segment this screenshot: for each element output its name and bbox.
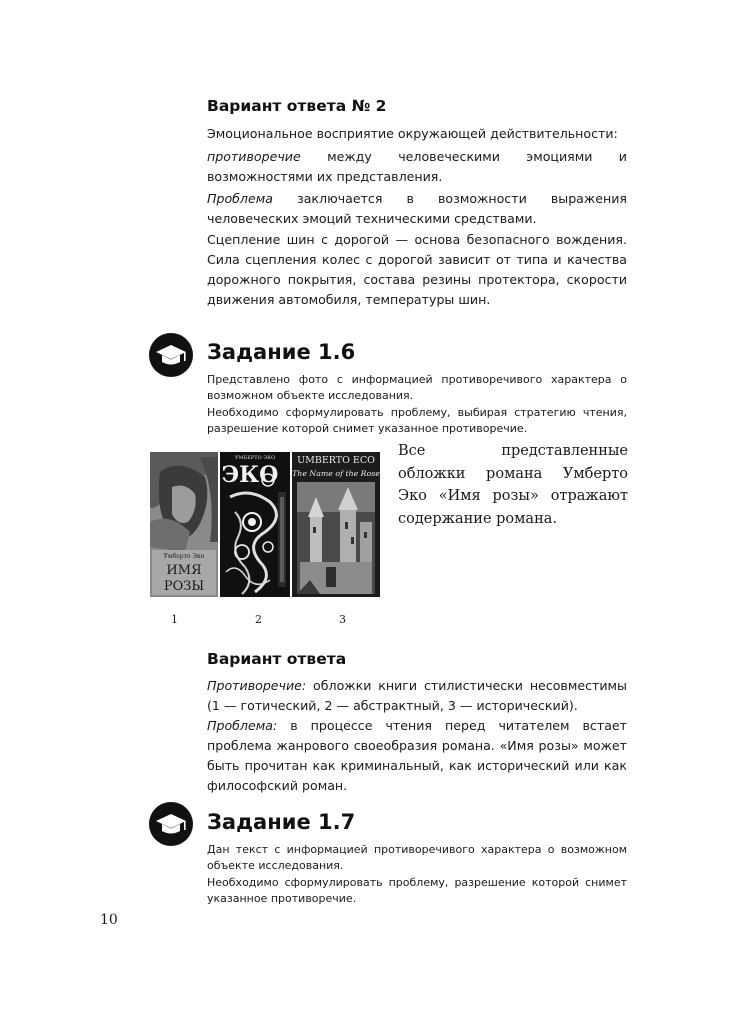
answer2-paragraph-2-text: между человеческими эмоциями и возможностями их представления.	[207, 149, 627, 184]
task-1-7-title: Задание 1.7	[207, 810, 356, 834]
cover-2-author: УМБЕРТО ЭКО	[234, 455, 276, 461]
cover-1-title-line-2: РОЗЫ	[163, 579, 205, 594]
contradiction-term: противоречие	[207, 149, 301, 164]
answer2-paragraph-2	[207, 147, 627, 187]
cover-1-title-line-1: ИМЯ	[166, 563, 202, 578]
problem-term: Проблема	[207, 191, 273, 206]
task-1-6-title: Задание 1.6	[207, 340, 356, 364]
task-1-6-description-1: Представлено фото с информацией противоречивого характера о возможном объекте исследования.	[207, 373, 627, 403]
cover-2-title: ЭКО	[221, 462, 279, 488]
cover-1-author: Умберто Эко	[163, 553, 205, 560]
cover-number-2: 2	[255, 613, 262, 626]
answer2-paragraph-4: Сцепление шин с дорогой — основа безопасного вождения. Сила сцепления колес с дорогой зависит от типа и качества дорожного покрытия, состава резины протектора, скорости движения автомобиля, температуры шин.	[207, 232, 627, 307]
problem-term: Проблема:	[207, 718, 278, 733]
answer-1-6-paragraph-2	[207, 716, 627, 796]
answer-1-6-heading: Вариант ответа	[207, 650, 347, 668]
covers-caption: Все представленные обложки романа Умберто Эко «Имя розы» отражают содержание романа.	[398, 443, 628, 527]
answer2-paragraph-1: Эмоциональное восприятие окружающей действительности:	[207, 126, 618, 141]
cover-number-1: 1	[171, 613, 178, 626]
cover-2-abstract	[220, 452, 290, 597]
cover-3-historical	[292, 452, 380, 597]
graduation-cap-icon	[149, 333, 193, 377]
answer2-paragraph-3	[207, 189, 627, 229]
page-number: 10	[100, 912, 118, 928]
book-covers-image	[150, 452, 380, 597]
graduation-cap-icon	[149, 802, 193, 846]
task-1-7-description-2: Необходимо сформулировать проблему, разрешение которой снимет указанное противоречие.	[207, 876, 627, 906]
answer-1-6-paragraph-1	[207, 676, 627, 716]
answer2-heading: Вариант ответа № 2	[207, 97, 387, 115]
task-1-6-description-2: Необходимо сформулировать проблему, выбирая стратегию чтения, разрешение которой снимет указанное противоречие.	[207, 406, 627, 436]
answer-1-6-paragraph-2-text: в процессе чтения перед читателем встает проблема жанрового своеобразия романа. «Имя розы» может быть прочитан как криминальный, как исторический или как философский роман.	[207, 718, 627, 793]
answer2-paragraph-3-text: заключается в возможности выражения человеческих эмоций техническими средствами.	[207, 191, 627, 226]
task-1-7-description-1: Дан текст с информацией противоречивого характера о возможном объекте исследования.	[207, 843, 627, 873]
cover-number-3: 3	[339, 613, 346, 626]
answer-1-6-paragraph-1-text: обложки книги стилистически несовместимы (1 — готический, 2 — абстрактный, 3 — исторический).	[207, 678, 627, 713]
contradiction-term: Противоречие:	[207, 678, 307, 693]
cover-3-title: The Name of the Rose	[292, 469, 380, 478]
cover-1-gothic	[150, 452, 218, 597]
cover-3-author: UMBERTO ECO	[297, 455, 375, 466]
